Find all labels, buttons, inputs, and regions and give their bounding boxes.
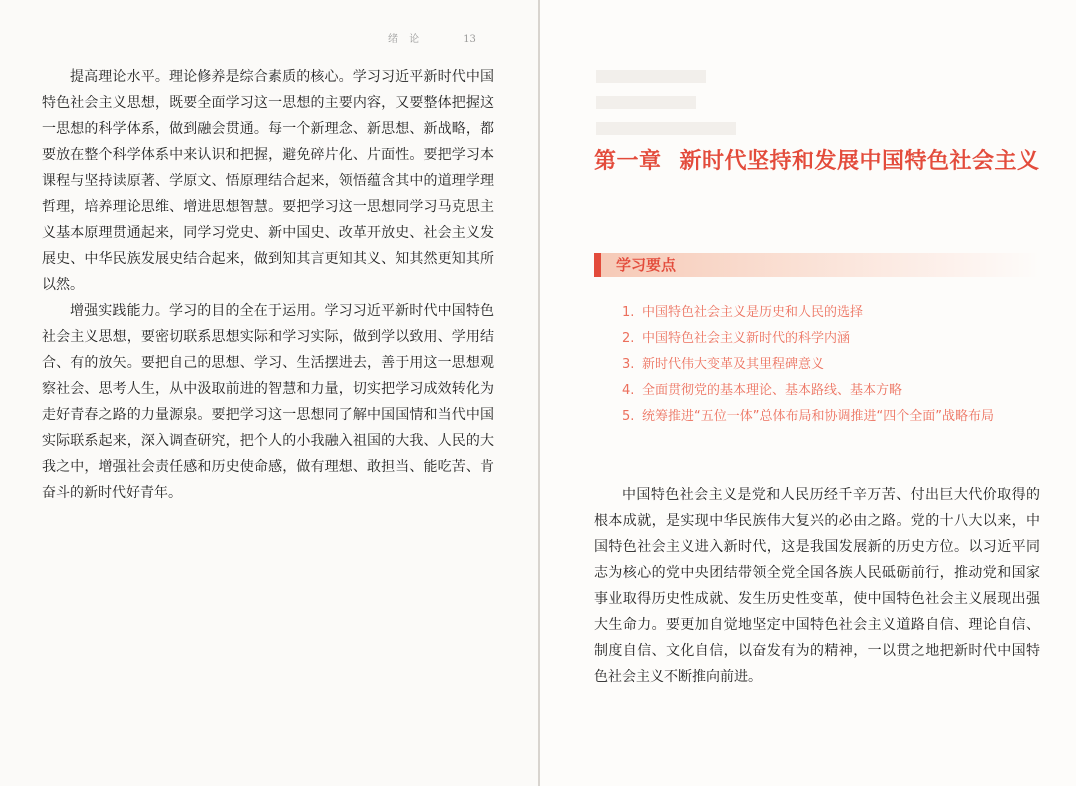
item-number: 1. xyxy=(622,305,635,320)
key-point-item xyxy=(622,404,994,430)
paragraph: 中国特色社会主义是党和人民历经千辛万苦、付出巨大代价取得的根本成就，是实现中华民族伟大复兴的必由之路。党的十八大以来，中国特色社会主义进入新时代，这是我国发展新的历史方位。以习近平同志为核心的党中央团结带领全党全国各族人民砥砺前行，推动党和国家事业取得历史性成就、发生历史性变革，使中国特色社会主义展现出强大生命力。要更加自觉地坚定中国特色社会主义道路自信、理论自信、制度自信、文化自信，以奋发有为的精神，一以贯之地把新时代中国特色社会主义不断推向前进。 xyxy=(594,487,1040,685)
key-points-title: 学习要点 xyxy=(616,256,677,274)
left-body-text xyxy=(42,64,494,506)
accent-bar xyxy=(594,253,601,277)
paragraph: 提高理论水平。理论修养是综合素质的核心。学习习近平新时代中国特色社会主义思想，既要全面学习这一思想的主要内容，又要整体把握这一思想的科学体系，做到融会贯通。每一个新理念、新思想、新战略，都要放在整个科学体系中来认识和把握，避免碎片化、片面性。要把学习本课程与坚持读原著、学原文、悟原理结合起来，领悟蕴含其中的道理学理哲理，培养理论思维、增进思想智慧。要把学习这一思想同学习马克思主义基本原理贯通起来，同学习党史、新中国史、改革开放史、社会主义发展史、中华民族发展史结合起来，做到知其言更知其义、知其然更知其所以然。 xyxy=(42,69,494,293)
section-title: 绪 论 xyxy=(388,34,424,45)
item-text: 统筹推进“五位一体”总体布局和协调推进“四个全面”战略布局 xyxy=(642,409,994,424)
chapter-title: 新时代坚持和发展中国特色社会主义 xyxy=(679,149,1040,174)
key-point-item xyxy=(622,300,994,326)
item-number: 4. xyxy=(622,383,635,398)
running-header xyxy=(388,30,476,45)
key-point-item xyxy=(622,326,994,352)
item-number: 2. xyxy=(622,331,635,346)
faded-bleedthrough xyxy=(596,70,736,148)
item-number: 5. xyxy=(622,409,635,424)
key-point-item xyxy=(622,352,994,378)
paragraph: 增强实践能力。学习的目的全在于运用。学习习近平新时代中国特色社会主义思想，要密切联系思想实际和学习实际，做到学以致用、学用结合、有的放矢。要把自己的思想、学习、生活摆进去，善于用这一思想观察社会、思考人生，从中汲取前进的智慧和力量，切实把学习成效转化为走好青春之路的力量源泉。要把学习这一思想同了解中国国情和当代中国实际联系起来，深入调查研究，把个人的小我融入祖国的大我、人民的大我之中，增强社会责任感和历史使命感，做有理想、敢担当、能吃苦、肯奋斗的新时代好青年。 xyxy=(42,303,494,501)
item-text: 中国特色社会主义新时代的科学内涵 xyxy=(642,331,851,346)
chapter-number: 第一章 xyxy=(594,149,662,174)
key-point-item xyxy=(622,378,994,404)
key-points-header xyxy=(594,253,1040,277)
item-number: 3. xyxy=(622,357,635,372)
key-points-list xyxy=(622,300,994,430)
item-text: 新时代伟大变革及其里程碑意义 xyxy=(642,357,825,372)
chapter-heading xyxy=(594,144,1064,175)
item-text: 中国特色社会主义是历史和人民的选择 xyxy=(642,305,864,320)
right-body-text xyxy=(594,482,1040,690)
page-number: 13 xyxy=(463,34,476,45)
item-text: 全面贯彻党的基本理论、基本路线、基本方略 xyxy=(642,383,903,398)
